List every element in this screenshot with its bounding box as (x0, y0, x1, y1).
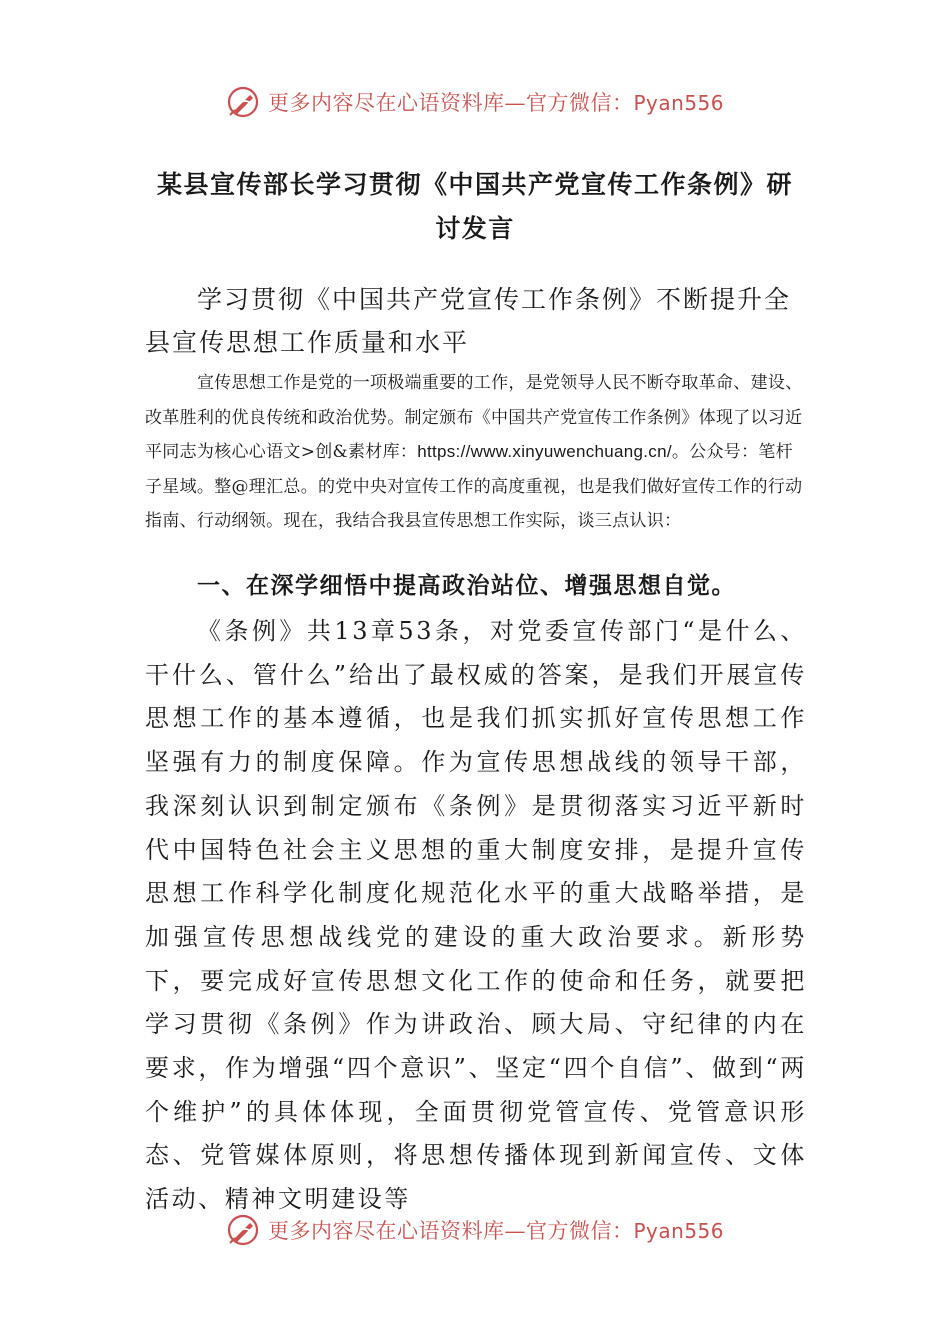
document-subtitle: 学习贯彻《中国共产党宣传工作条例》不断提升全县宣传思想工作质量和水平 (145, 285, 792, 357)
intro-text-part1: 宣传思想工作是党的一项极端重要的工作，是党领导人民不断夺取革命、建设、改革胜利的优良传统和政治优势。制定颁布《中国共产党宣传工作条例》体现了以习近平同志为核心心语文>创&素材库： (145, 373, 803, 462)
pen-logo-icon (226, 85, 260, 119)
header-wechat-id: Pyan556 (633, 91, 724, 115)
header-banner (0, 82, 950, 122)
section1-heading: 一、在深学细悟中提高政治站位、增强思想自觉。 (197, 572, 736, 599)
document-title: 某县宣传部长学习贯彻《中国共产党宣传工作条例》研讨发言 (156, 170, 793, 243)
section1-body: 《条例》共13章53条，对党委宣传部门“是什么、干什么、管什么”给出了最权威的答案，是我们开展宣传思想工作的基本遵循，也是我们抓实抓好宣传思想工作坚强有力的制度保障。作为宣传思想战线的领导干部，我深刻认识到制定颁布《条例》是贯彻落实习近平新时代中国特色社会主义思想的重大制度安排，是提升宣传思想工作科学化制度化规范化水平的重大战略举措，是加强宣传思想战线党的建设的重大政治要求。新形势下，要完成好宣传思想文化工作的使命和任务，就要把学习贯彻《条例》作为讲政治、顾大局、守纪律的内在要求，作为增强“四个意识”、坚定“四个自信”、做到“两个维护”的具体体现，全面贯彻党管宣传、党管意识形态、党管媒体原则，将思想传播体现到新闻宣传、文体活动、精神文明建设等 (145, 617, 807, 1214)
footer-banner (0, 1210, 950, 1250)
header-banner-text: 更多内容尽在心语资料库—官方微信：Pyan556 (267, 91, 724, 115)
intro-text-part2: 。公众号：笔杆子星域。整@理汇总。的党中央对宣传工作的高度重视，也是我们做好宣传工作的行动指南、行动纲领。现在，我结合我县宣传思想工作实际，谈三点认识： (145, 442, 803, 531)
footer-wechat-id: Pyan556 (633, 1219, 724, 1243)
intro-url: https://www.xinyuwenchuang.cn/ (417, 442, 672, 461)
intro-paragraph (145, 366, 807, 539)
footer-banner-text: 更多内容尽在心语资料库—官方微信：Pyan556 (267, 1219, 724, 1243)
pen-logo-icon (226, 1213, 260, 1247)
